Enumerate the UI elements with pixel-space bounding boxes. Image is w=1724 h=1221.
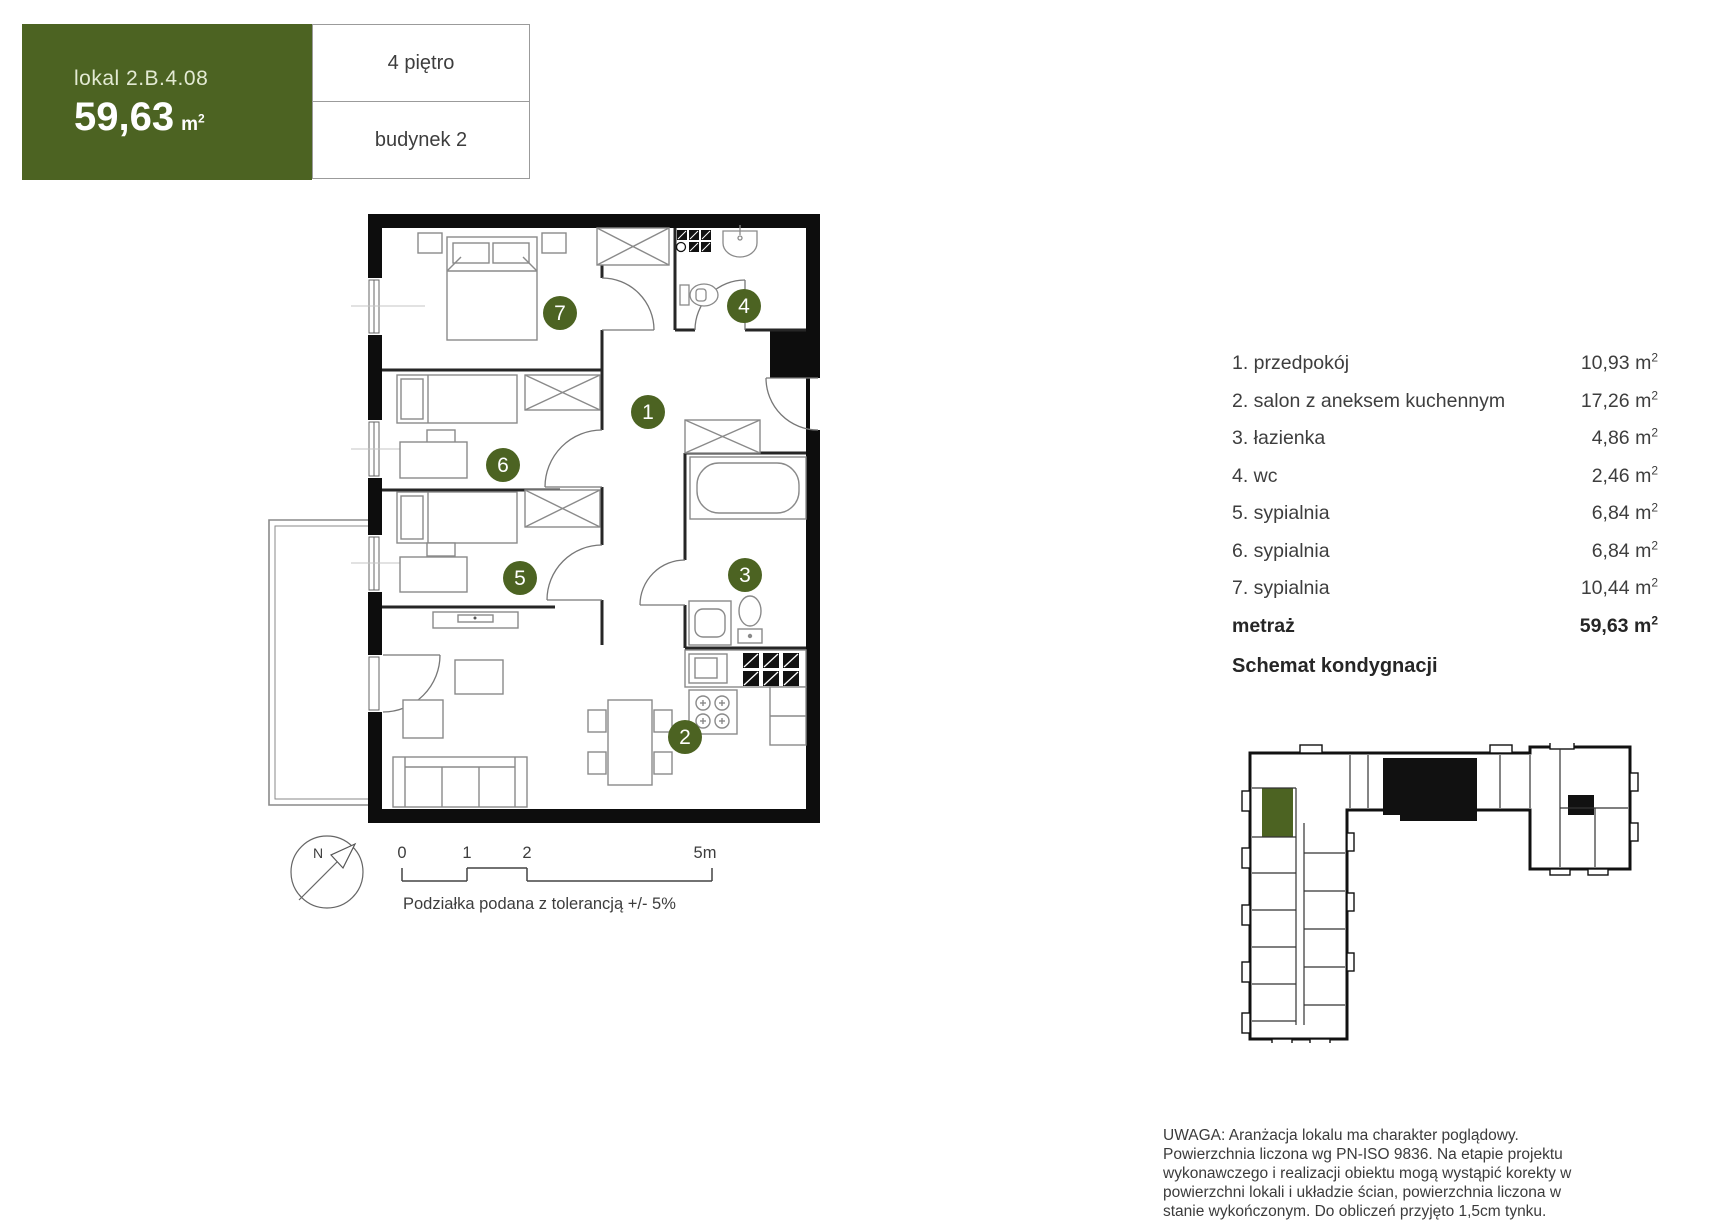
wardrobe-icon xyxy=(525,375,600,410)
room-label: 2. salon z aneksem kuchennym xyxy=(1232,389,1506,412)
bathtub-icon xyxy=(690,457,806,519)
balcony-door-icon xyxy=(366,655,383,712)
unit-area-value: 59,63 xyxy=(74,95,175,139)
toilet-icon xyxy=(738,596,762,643)
room-label: 1. przedpokój xyxy=(1232,352,1350,374)
room-area-table xyxy=(1232,352,1658,652)
room-marker-3 xyxy=(728,558,762,592)
svg-text:3: 3 xyxy=(739,564,751,587)
highlighted-unit xyxy=(1262,788,1293,837)
scale-tolerance-note: Podziałka podana z tolerancją +/- 5% xyxy=(403,895,676,913)
room-label: 3. łazienka xyxy=(1232,427,1326,449)
total-area-row: metraż 59,63 $m^2$ xyxy=(1232,613,1658,637)
table-row: 7. sypialnia 10,44 $m^2$ xyxy=(1232,575,1658,599)
svg-text:5m: 5m xyxy=(693,844,717,862)
svg-text:2: 2 xyxy=(679,726,691,749)
table-row: 4. wc 2,46 $m^2$ xyxy=(1232,463,1658,487)
building-cell xyxy=(312,101,530,179)
wardrobe-icon xyxy=(597,228,669,265)
compass-icon xyxy=(291,836,363,908)
single-bed-icon xyxy=(397,492,517,543)
wardrobe-icon xyxy=(685,420,760,453)
table-row: 5. sypialnia 6,84 $m^2$ xyxy=(1232,500,1658,524)
entrance-opening xyxy=(810,378,822,430)
room-marker-5 xyxy=(503,561,537,595)
chair-icon xyxy=(427,543,455,556)
unit-area xyxy=(74,97,312,137)
room-label: 6. sypialnia xyxy=(1232,539,1330,562)
svg-text:1: 1 xyxy=(462,844,472,862)
room-marker-7 xyxy=(543,296,577,330)
unit-area-unit: $m^2$ xyxy=(181,111,205,135)
floor-cell xyxy=(312,24,530,102)
facade-notch xyxy=(770,330,818,378)
room-label: 4. wc xyxy=(1232,464,1278,487)
building-floor-schematic xyxy=(1240,743,1650,1043)
svg-text:6: 6 xyxy=(497,454,509,477)
nightstand-icon xyxy=(542,233,566,253)
svg-text:0: 0 xyxy=(397,844,407,862)
coffee-table-icon xyxy=(455,660,503,694)
armchair-icon xyxy=(403,700,443,738)
svg-text:2: 2 xyxy=(522,844,532,862)
desk-icon xyxy=(400,557,467,592)
building-label: budynek 2 xyxy=(374,128,468,151)
nightstand-icon xyxy=(418,233,442,253)
scale-bar xyxy=(397,844,716,913)
room-marker-2 xyxy=(668,720,702,754)
sofa-icon xyxy=(393,757,527,807)
disclaimer-text: UWAGA: Aranżacja lokalu ma charakter poglądowy. Powierzchnia liczona wg PN-ISO 9836. Na etapie projektu wykonawczego i realizacji obiektu mogą wystąpić korekty w powierzchni lokali i układzie ścian, powierzchnia liczona w stanie wykończonym. Do obliczeń przyjęto 1,5cm tynku. xyxy=(1163,1126,1572,1220)
table-row: 6. sypialnia 6,84 $m^2$ xyxy=(1232,538,1658,562)
svg-text:7: 7 xyxy=(554,302,566,325)
unit-summary-card xyxy=(22,24,312,180)
room-label: 5. sypialnia xyxy=(1232,502,1330,524)
room-marker-6 xyxy=(486,448,520,482)
svg-text:N: N xyxy=(313,845,324,861)
building-core-small xyxy=(1568,795,1594,815)
table-row: 3. łazienka 4,86 $m^2$ xyxy=(1232,425,1658,449)
unit-id-label: lokal 2.B.4.08 xyxy=(74,67,209,90)
room-label: 7. sypialnia xyxy=(1232,577,1330,599)
tv-unit-icon xyxy=(433,612,518,628)
building-core-step xyxy=(1400,815,1477,821)
wardrobe-icon xyxy=(525,490,600,527)
desk-icon xyxy=(400,442,467,478)
table-row: 2. salon z aneksem kuchennym 17,26 $m^2$ xyxy=(1232,388,1658,412)
svg-text:5: 5 xyxy=(514,567,526,590)
room-marker-4 xyxy=(727,289,761,323)
single-bed-icon xyxy=(397,375,517,423)
total-label: metraż xyxy=(1232,614,1295,637)
svg-text:4: 4 xyxy=(738,295,750,318)
floor-label: 4 piętro xyxy=(387,51,455,74)
washbasin-icon xyxy=(689,601,731,645)
floor-plan-drawing xyxy=(265,205,825,925)
schematic-heading: Schemat kondygnacji xyxy=(1232,655,1438,677)
room-marker-1 xyxy=(631,395,665,429)
table-row: 1. przedpokój 10,93 $m^2$ xyxy=(1232,350,1658,374)
building-core-block xyxy=(1383,758,1477,815)
kitchen-sink-icon xyxy=(689,654,727,683)
wc-toilet-icon xyxy=(680,284,718,306)
double-bed-icon xyxy=(447,237,537,340)
svg-text:1: 1 xyxy=(642,401,654,424)
